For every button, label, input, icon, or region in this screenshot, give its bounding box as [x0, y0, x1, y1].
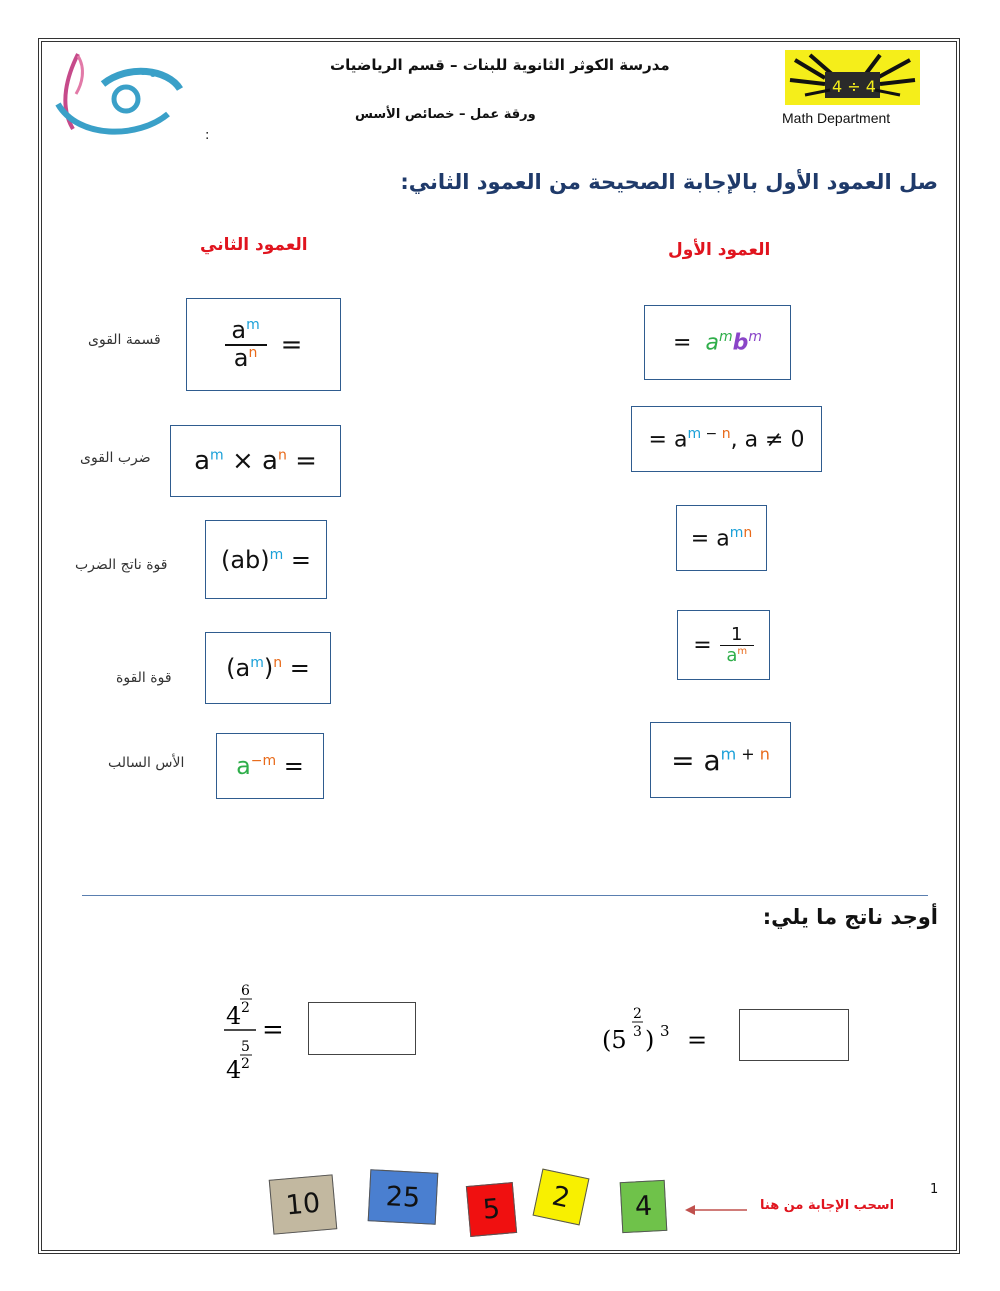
- svg-text:=: =: [687, 1026, 708, 1054]
- problem-power-expression: [602, 998, 722, 1058]
- page-number: 1: [930, 1182, 939, 1197]
- svg-text:4: 4: [226, 1056, 242, 1083]
- svg-text:5: 5: [241, 1039, 250, 1055]
- formula-power-of-product[interactable]: (ab)$^m$ =: [205, 520, 327, 599]
- svg-text:(5: (5: [602, 1026, 627, 1054]
- page-border-inner: [41, 41, 957, 1251]
- school-logo: [48, 44, 188, 144]
- svg-text:2: 2: [633, 1006, 642, 1022]
- result-power-of-power[interactable]: = $a^{mn}$: [676, 505, 767, 571]
- property-label-power-of-product: قوة ناتج الضرب: [75, 557, 168, 573]
- property-label-quotient: قسمة القوى: [88, 332, 161, 348]
- part2-heading: أوجد ناتج ما يلي:: [762, 905, 938, 929]
- answer-tile-25[interactable]: 25: [368, 1169, 439, 1224]
- svg-text:=: =: [262, 1015, 284, 1045]
- svg-text:3: 3: [660, 1022, 670, 1040]
- result-power-of-product[interactable]: = $a^mb^m$: [644, 305, 791, 380]
- math-department-logo: [785, 50, 920, 105]
- answer-box-power[interactable]: [739, 1009, 849, 1061]
- formula-product-of-powers[interactable]: $a^m \times a^n$ =: [170, 425, 341, 497]
- answer-tile-10[interactable]: 10: [269, 1174, 338, 1234]
- result-product-of-powers[interactable]: = $a^{m + n}$: [650, 722, 791, 798]
- matching-instruction: صل العمود الأول بالإجابة الصحيحة من العمود الثاني:: [400, 170, 938, 194]
- property-label-product: ضرب القوى: [80, 450, 151, 466]
- formula-negative-exponent[interactable]: $a^{-m}$ =: [216, 733, 324, 799]
- svg-text:3: 3: [633, 1024, 642, 1040]
- school-title: مدرسة الكوثر الثانوية للبنات – قسم الرياضيات: [330, 56, 670, 74]
- first-column-heading: العمود الأول: [668, 240, 771, 260]
- answer-tile-4[interactable]: 4: [620, 1180, 668, 1233]
- formula-quotient-of-powers[interactable]: $a^m$ $a^n$ =: [186, 298, 341, 391]
- svg-text:4: 4: [226, 1002, 242, 1030]
- result-negative-exponent[interactable]: = 1 $a^m$: [677, 610, 770, 680]
- svg-text:6: 6: [241, 983, 250, 999]
- answer-tile-5[interactable]: 5: [466, 1182, 517, 1237]
- left-arrow-icon: [685, 1202, 750, 1216]
- svg-text:2: 2: [241, 1056, 250, 1072]
- worksheet-title: ورقة عمل – خصائص الأسس: [355, 107, 536, 122]
- svg-text:4 ÷ 4: 4 ÷ 4: [832, 77, 876, 96]
- result-quotient-of-powers[interactable]: = $a^{m - n}$, a ≠ 0: [631, 406, 822, 472]
- second-column-heading: العمود الثاني: [200, 235, 308, 255]
- formula-power-of-power[interactable]: $(a^m)^n$ =: [205, 632, 331, 704]
- property-label-power-of-power: قوة القوة: [116, 670, 172, 686]
- problem-quotient-expression: [222, 978, 302, 1083]
- section-divider: [82, 895, 928, 896]
- drag-hint-label: اسحب الإجابة من هنا: [760, 1198, 895, 1213]
- svg-text:): ): [645, 1026, 655, 1054]
- answer-tile-2[interactable]: 2: [533, 1169, 590, 1226]
- department-label: Math Department: [782, 110, 891, 126]
- property-label-negative-exponent: الأس السالب: [108, 755, 185, 771]
- header-colon: :: [205, 128, 210, 143]
- svg-text:2: 2: [241, 1000, 250, 1016]
- answer-box-quotient[interactable]: [308, 1002, 416, 1055]
